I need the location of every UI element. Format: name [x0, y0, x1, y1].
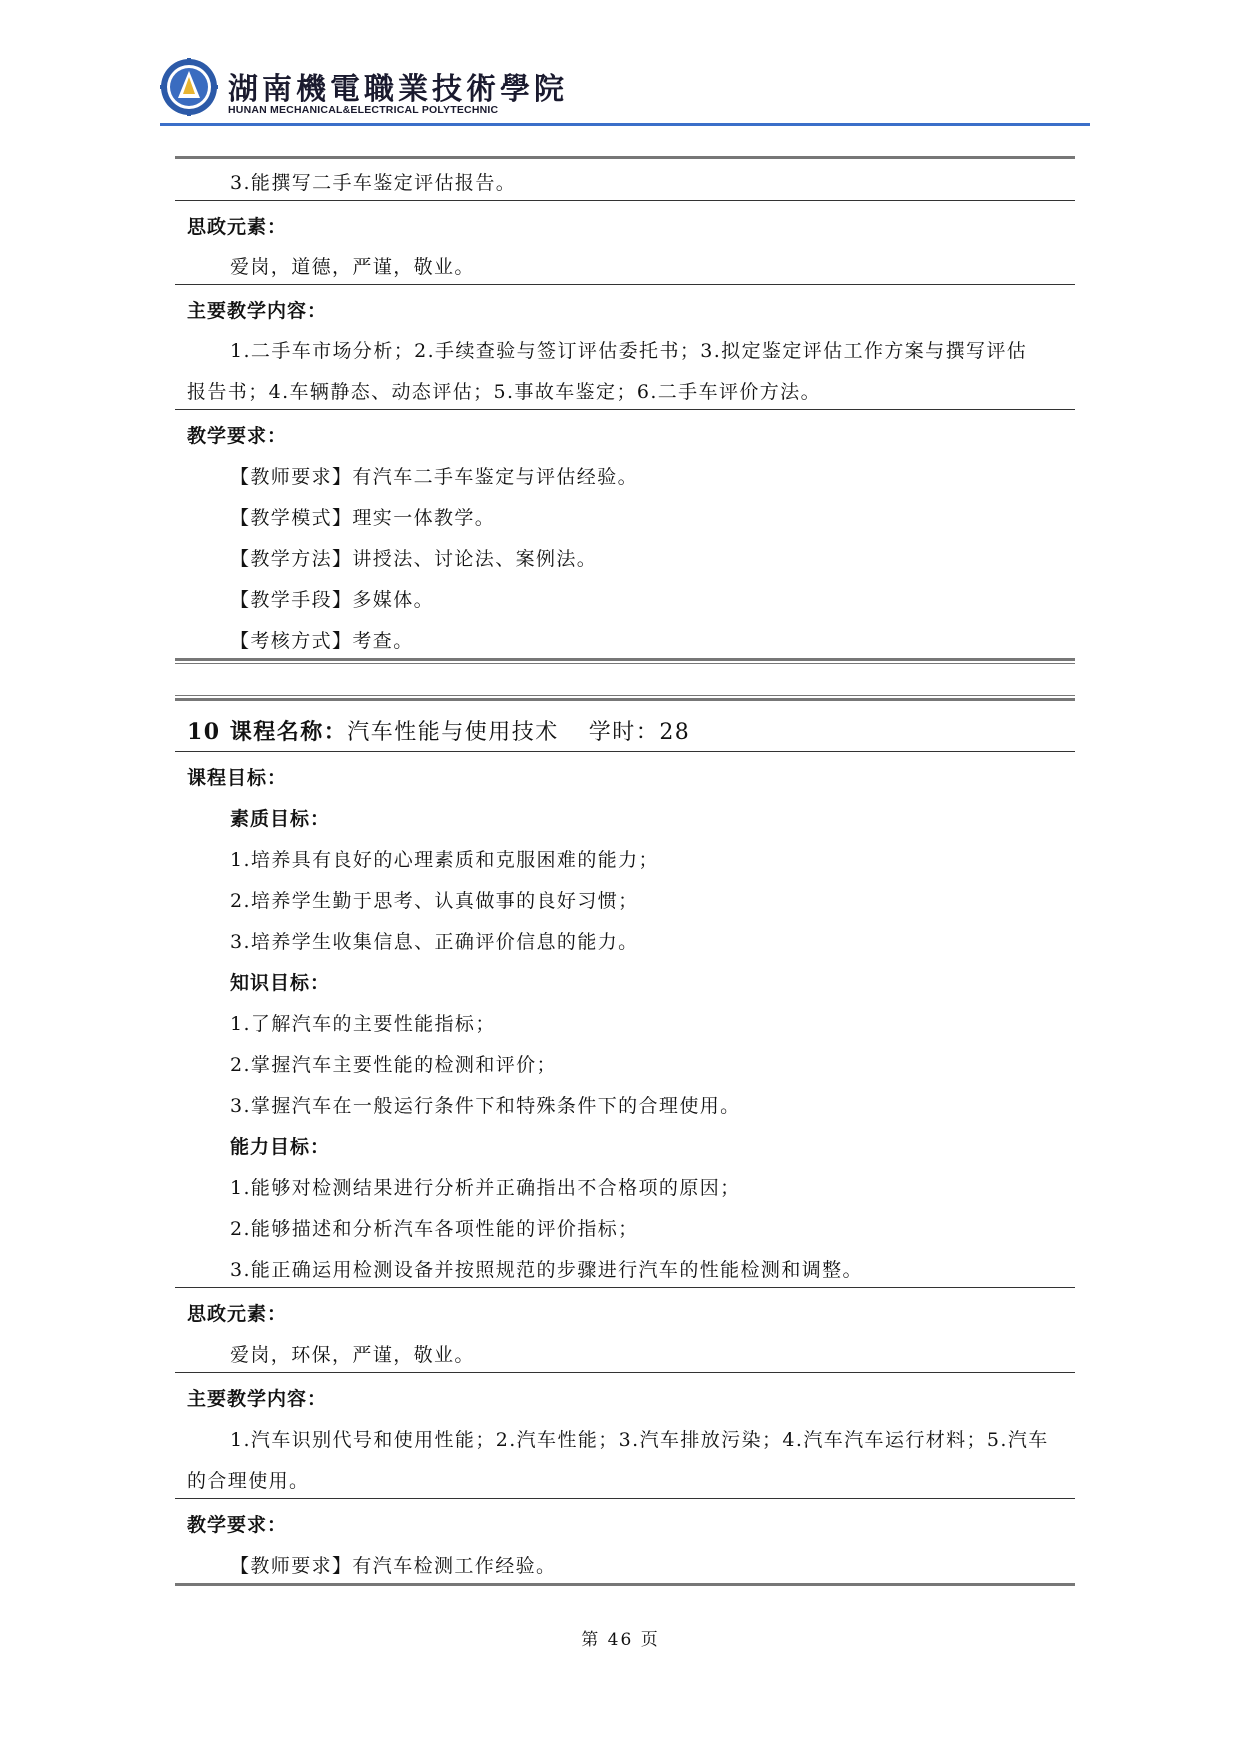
content-line: 报告书；4.车辆静态、动态评估；5.事故车鉴定；6.二手车评价方法。	[187, 381, 821, 403]
sz-label: 思政元素：	[187, 216, 288, 238]
row-divider	[175, 200, 1075, 201]
knowledge-item: 3.掌握汽车在一般运行条件下和特殊条件下的合理使用。	[230, 1095, 741, 1117]
table-top-border	[175, 156, 1075, 159]
page-number: 第 46 页	[581, 1630, 660, 1650]
quality-label: 素质目标：	[230, 808, 331, 830]
school-logo-icon	[160, 58, 218, 116]
row-divider	[175, 1287, 1075, 1288]
ability-item: 3.能撰写二手车鉴定评估报告。	[230, 172, 517, 194]
sz-text: 爱岗，道德，严谨，敬业。	[230, 256, 475, 278]
req-label: 教学要求：	[187, 425, 288, 447]
school-name-en: HUNAN MECHANICAL&ELECTRICAL POLYTECHNIC	[228, 104, 499, 116]
quality-item: 1.培养具有良好的心理素质和克服困难的能力；	[230, 849, 659, 871]
req-item: 【教师要求】有汽车检测工作经验。	[230, 1555, 557, 1577]
table-bottom-border	[175, 663, 1075, 664]
sz-text: 爱岗，环保，严谨，敬业。	[230, 1344, 475, 1366]
row-divider	[175, 1498, 1075, 1499]
req-label: 教学要求：	[187, 1514, 288, 1536]
ability-item: 2.能够描述和分析汽车各项性能的评价指标；	[230, 1218, 639, 1240]
table-bottom-border	[175, 1583, 1075, 1586]
quality-item: 3.培养学生收集信息、正确评价信息的能力。	[230, 931, 639, 953]
req-item: 【教学模式】理实一体教学。	[230, 507, 496, 529]
course-name-label: 10 课程名称：	[187, 719, 348, 745]
knowledge-item: 1.了解汽车的主要性能指标；	[230, 1013, 496, 1035]
ability-item: 1.能够对检测结果进行分析并正确指出不合格项的原因；	[230, 1177, 741, 1199]
req-item: 【教师要求】有汽车二手车鉴定与评估经验。	[230, 466, 639, 488]
table-top-border	[175, 695, 1075, 696]
ability-item: 3.能正确运用检测设备并按照规范的步骤进行汽车的性能检测和调整。	[230, 1259, 863, 1281]
row-divider	[175, 1372, 1075, 1373]
page-header	[160, 48, 1090, 128]
row-divider	[175, 751, 1075, 752]
content-label: 主要教学内容：	[187, 300, 328, 322]
knowledge-item: 2.掌握汽车主要性能的检测和评价；	[230, 1054, 557, 1076]
knowledge-label: 知识目标：	[230, 972, 331, 994]
table-bottom-border	[175, 658, 1075, 661]
quality-item: 2.培养学生勤于思考、认真做事的良好习惯；	[230, 890, 639, 912]
table-top-border	[175, 698, 1075, 701]
content-line: 1.汽车识别代号和使用性能；2.汽车性能；3.汽车排放污染；4.汽车汽车运行材料；5.汽车	[230, 1429, 1049, 1451]
goal-label: 课程目标：	[187, 767, 288, 789]
hours-label: 学时：	[588, 720, 660, 745]
req-item: 【教学手段】多媒体。	[230, 589, 435, 611]
course-name: 汽车性能与使用技术	[347, 720, 559, 745]
ability-label: 能力目标：	[230, 1136, 331, 1158]
hours-value: 28	[659, 720, 691, 745]
content-line: 1.二手车市场分析；2.手续查验与签订评估委托书；3.拟定鉴定评估工作方案与撰写评估	[230, 340, 1028, 362]
req-item: 【教学方法】讲授法、讨论法、案例法。	[230, 548, 598, 570]
header-divider	[160, 123, 1090, 126]
content-line: 的合理使用。	[187, 1470, 310, 1492]
school-name-cn: 湖南機電職業技術學院	[228, 72, 568, 107]
content-label: 主要教学内容：	[187, 1388, 328, 1410]
sz-label: 思政元素：	[187, 1303, 288, 1325]
course-title	[187, 718, 690, 747]
row-divider	[175, 409, 1075, 410]
req-item: 【考核方式】考查。	[230, 630, 414, 652]
row-divider	[175, 284, 1075, 285]
